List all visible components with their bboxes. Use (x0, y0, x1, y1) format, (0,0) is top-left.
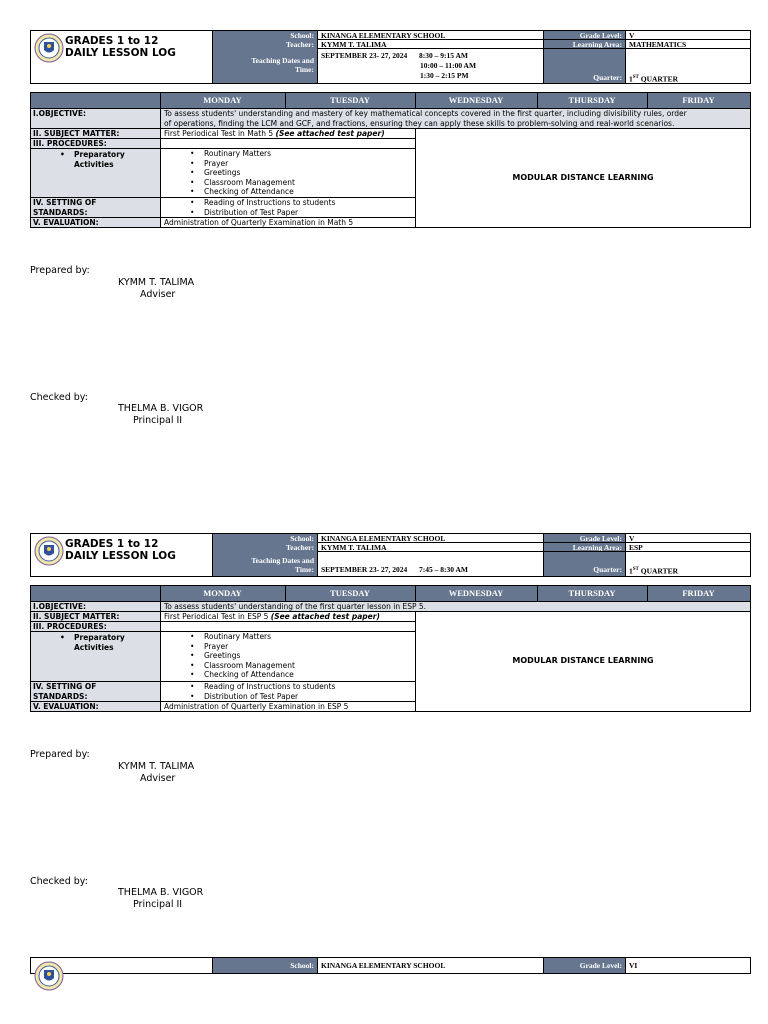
log-header (30, 957, 751, 974)
subject-text (161, 612, 415, 621)
prep-item: • Greetings (161, 651, 415, 661)
deped-seal-icon (34, 536, 64, 566)
title-line-2: DAILY LESSON LOG (65, 550, 176, 562)
quarter-label: Quarter: (544, 552, 625, 576)
prep-item: • Routinary Matters (161, 149, 415, 159)
standards-label: IV. SETTING OF STANDARDS: (31, 198, 160, 217)
teacher-role: Adviser (140, 289, 176, 300)
teacher-value: KYMM T. TALIMA (321, 40, 387, 49)
objective-text (161, 602, 750, 611)
prep-item: • Prayer (161, 159, 415, 169)
principal-name: THELMA B. VIGOR (118, 403, 204, 414)
school-value: KINANGA ELEMENTARY SCHOOL (321, 534, 446, 543)
learning-area-value: ESP (629, 543, 643, 552)
dates-label-line-1: Teaching Dates and (251, 56, 314, 65)
quarter-suffix: ST (632, 567, 639, 572)
title-line-2: DAILY LESSON LOG (65, 47, 176, 59)
objective-line-2: of operations, finding the LCM and GCF, and fractions, ensuring they can apply these skills to problem-solving and real-world scenarios. (164, 118, 675, 128)
prep-item: • Classroom Management (161, 661, 415, 671)
evaluation-text: Administration of Quarterly Examination in Math 5 (164, 218, 354, 227)
lesson-log-partial (30, 957, 751, 997)
checked-by-label: Checked by: (30, 876, 88, 887)
lesson-table (30, 92, 751, 228)
objective-text (161, 109, 750, 128)
teacher-role: Adviser (140, 773, 176, 784)
lesson-table (30, 585, 751, 712)
prep-item: • Greetings (161, 168, 415, 178)
quarter-number: 1 (629, 74, 633, 84)
school-value: KINANGA ELEMENTARY SCHOOL (321, 961, 446, 970)
grade-level-value: V (629, 31, 635, 40)
quarter-value (626, 565, 746, 576)
log-header (30, 533, 751, 577)
lesson-log-esp (30, 533, 751, 713)
title-line-1: GRADES 1 to 12 (65, 538, 159, 550)
prepared-by-label: Prepared by: (30, 749, 90, 760)
logo-cell (31, 534, 213, 576)
evaluation-text: Administration of Quarterly Examination in ESP 5 (164, 702, 349, 711)
day-thursday: THURSDAY (568, 95, 616, 105)
quarter-label: Quarter: (544, 49, 625, 83)
day-thursday: THURSDAY (568, 588, 616, 598)
day-friday: FRIDAY (682, 95, 715, 105)
teacher-name: KYMM T. TALIMA (118, 761, 195, 772)
dates-value: SEPTEMBER 23- 27, 2024 (321, 565, 408, 574)
standards-item: • Reading of Instructions to students (161, 198, 415, 208)
preparatory-items (161, 632, 415, 681)
dates-label (213, 552, 317, 576)
dates-label-line-2: Time: (294, 65, 314, 74)
deped-seal-icon (34, 33, 64, 63)
teacher-label: Teacher: (213, 543, 317, 552)
objective-line-1: To assess students' understanding of the first quarter lesson in ESP 5. (164, 602, 427, 611)
day-wednesday: WEDNESDAY (448, 95, 504, 105)
subject-note: (See attached test paper) (270, 612, 380, 621)
learning-area-label: Learning Area: (544, 40, 625, 49)
grade-level-label: Grade Level: (544, 958, 625, 973)
procedures-label: III. PROCEDURES: (31, 622, 160, 631)
subject-note: (See attached test paper) (275, 129, 385, 138)
day-friday: FRIDAY (682, 588, 715, 598)
logo-cell (31, 31, 213, 83)
day-header-row (31, 586, 750, 601)
preparatory-bullet: • Preparatory Activities (31, 150, 160, 169)
prep-item: • Checking of Attendance (161, 670, 415, 680)
time-value-1: 7:45 – 8:30 AM (419, 565, 468, 574)
school-label: School: (213, 534, 317, 543)
procedures-label: III. PROCEDURES: (31, 139, 160, 148)
quarter-value (626, 73, 746, 84)
principal-role: Principal II (133, 415, 183, 426)
day-monday: MONDAY (203, 588, 242, 598)
standards-items (161, 682, 415, 701)
standards-label: IV. SETTING OF STANDARDS: (31, 682, 160, 701)
time-value-1: 8:30 – 9:15 AM (419, 51, 468, 60)
grade-level-label: Grade Level: (544, 31, 625, 40)
learning-area-label: Learning Area: (544, 543, 625, 552)
grade-level-label: Grade Level: (544, 534, 625, 543)
subject-label: II. SUBJECT MATTER: (31, 129, 160, 138)
teacher-label: Teacher: (213, 40, 317, 49)
lesson-log-math (30, 30, 751, 230)
prep-item: • Prayer (161, 642, 415, 652)
school-value: KINANGA ELEMENTARY SCHOOL (321, 31, 446, 40)
subject-title: First Periodical Test in Math 5 (164, 129, 276, 138)
teacher-value: KYMM T. TALIMA (321, 543, 387, 552)
dates-label-line-1: Teaching Dates and (251, 556, 314, 565)
quarter-word: QUARTER (638, 566, 678, 576)
day-tuesday: TUESDAY (330, 95, 370, 105)
preparatory-items (161, 149, 415, 197)
quarter-number: 1 (629, 566, 633, 576)
standards-item: • Distribution of Test Paper (161, 208, 415, 218)
standards-items (161, 198, 415, 217)
school-label: School: (213, 31, 317, 40)
day-tuesday: TUESDAY (330, 588, 370, 598)
prep-item: • Routinary Matters (161, 632, 415, 642)
log-title (65, 35, 176, 59)
objective-label: I.OBJECTIVE: (31, 602, 160, 611)
dates-value: SEPTEMBER 23- 27, 2024 (321, 51, 408, 60)
modular-learning-note: MODULAR DISTANCE LEARNING (512, 173, 654, 182)
grade-level-value: V (629, 534, 635, 543)
objective-line-1: To assess students' understanding and mastery of key mathematical concepts covered in the first quarter, including divisibility rules, order (164, 109, 687, 118)
log-header (30, 30, 751, 84)
prep-item: • Checking of Attendance (161, 187, 415, 197)
day-header-row (31, 93, 750, 108)
subject-text (161, 129, 415, 138)
time-value-3: 1:30 – 2:15 PM (420, 71, 469, 80)
evaluation-label: V. EVALUATION: (31, 702, 160, 711)
dates-label (213, 49, 317, 83)
standards-item: • Distribution of Test Paper (161, 692, 415, 702)
deped-seal-icon (34, 961, 64, 991)
school-label: School: (213, 958, 317, 973)
prepared-by-label: Prepared by: (30, 265, 90, 276)
principal-name: THELMA B. VIGOR (118, 887, 204, 898)
standards-item: • Reading of Instructions to students (161, 682, 415, 692)
learning-area-value: MATHEMATICS (629, 40, 687, 49)
preparatory-label (31, 149, 160, 197)
log-title (65, 538, 176, 562)
teacher-name: KYMM T. TALIMA (118, 277, 195, 288)
title-line-1: GRADES 1 to 12 (65, 35, 159, 47)
principal-role: Principal II (133, 899, 183, 910)
preparatory-bullet: • Preparatory Activities (31, 633, 160, 652)
prep-item: • Classroom Management (161, 178, 415, 188)
time-value-2: 10:00 – 11:00 AM (420, 61, 477, 70)
quarter-suffix: ST (632, 75, 639, 80)
day-monday: MONDAY (203, 95, 242, 105)
objective-label: I.OBJECTIVE: (31, 109, 160, 128)
dates-label-line-2: Time: (294, 565, 314, 574)
day-wednesday: WEDNESDAY (448, 588, 504, 598)
checked-by-label: Checked by: (30, 392, 88, 403)
grade-level-value: VI (629, 961, 638, 970)
preparatory-label (31, 632, 160, 681)
subject-title: First Periodical Test in ESP 5 (164, 612, 271, 621)
quarter-word: QUARTER (638, 74, 678, 84)
subject-label: II. SUBJECT MATTER: (31, 612, 160, 621)
modular-learning-note: MODULAR DISTANCE LEARNING (512, 656, 654, 665)
evaluation-label: V. EVALUATION: (31, 218, 160, 227)
